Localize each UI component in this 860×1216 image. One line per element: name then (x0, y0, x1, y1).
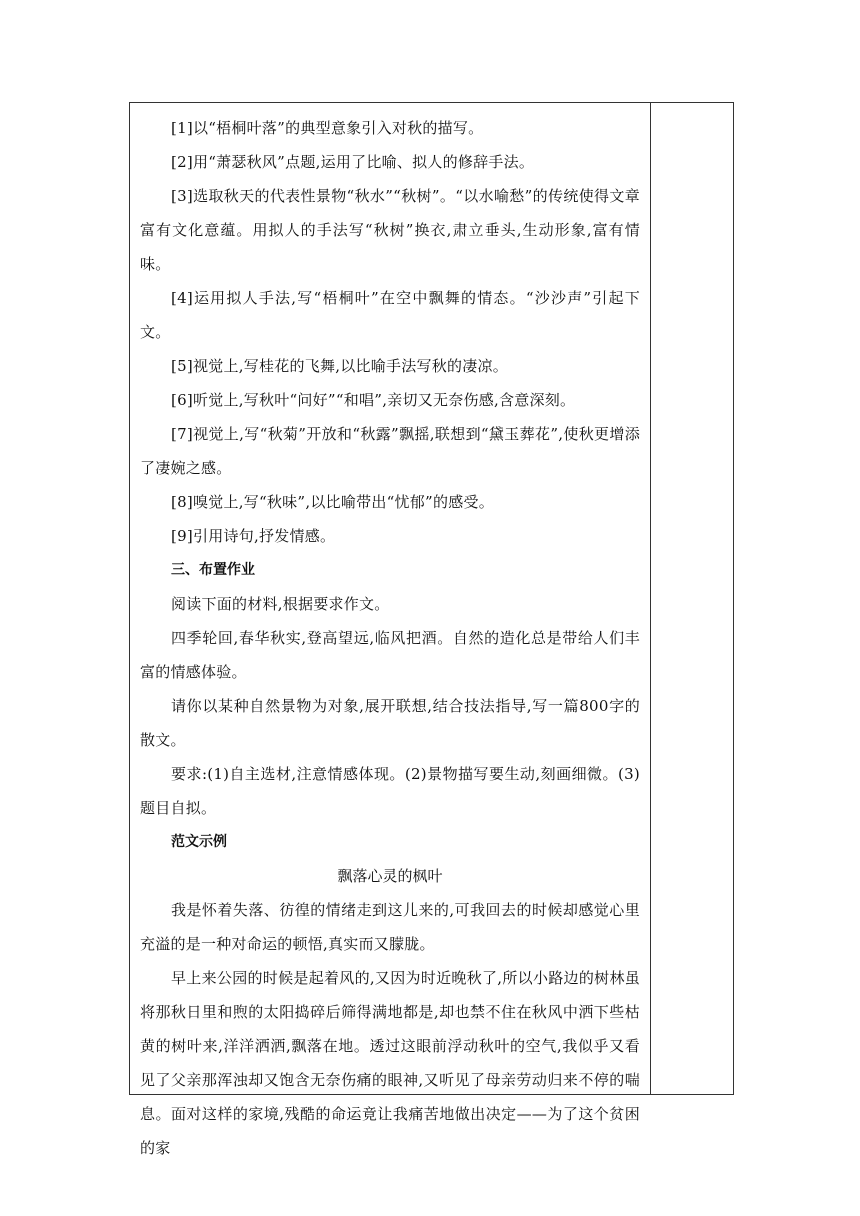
homework-requirements: 要求:(1)自主选材,注意情感体现。(2)景物描写要生动,刻画细微。(3)题目自拟。 (140, 765, 640, 817)
main-content-cell (140, 111, 640, 1165)
lesson-table (129, 102, 734, 1157)
essay-paragraph-1: 我是怀着失落、彷徨的情绪走到这儿来的,可我回去的时候却感觉心里充溢的是一种对命运的顿悟,真实而又朦胧。 (140, 901, 640, 953)
note-4: [4]运用拟人手法,写“梧桐叶”在空中飘舞的情态。“沙沙声”引起下文。 (140, 289, 640, 341)
note-5: [5]视觉上,写桂花的飞舞,以比喻手法写秋的凄凉。 (171, 357, 509, 375)
note-3: [3]选取秋天的代表性景物“秋水”“秋树”。“以水喻愁”的传统使得文章富有文化意蕴。用拟人的手法写“秋树”换衣,肃立垂头,生动形象,富有情味。 (140, 187, 640, 273)
note-1: [1]以“梧桐叶落”的典型意象引入对秋的描写。 (171, 119, 484, 137)
side-notes-cell (651, 103, 733, 1094)
homework-heading: 三、布置作业 (171, 562, 255, 578)
essay-paragraph-2: 早上来公园的时候是起着风的,又因为时近晚秋了,所以小路边的树林虽将那秋日里和煦的太阳捣碎后筛得满地都是,却也禁不住在秋风中洒下些枯黄的树叶来,洋洋洒洒,飘落在地。透过这眼前浮动秋叶的空气,我似乎又看见了父亲那浑浊却又饱含无奈伤痛的眼神,又听见了母亲劳动归来不停的喘息。面对这样的家境,残酷的命运竟让我痛苦地做出决定——为了这个贫困的家 (140, 969, 640, 1157)
example-heading: 范文示例 (171, 834, 227, 850)
note-8: [8]嗅觉上,写“秋味”,以比喻带出“忧郁”的感受。 (171, 493, 494, 511)
essay-title: 飘落心灵的枫叶 (337, 867, 443, 885)
homework-material: 四季轮回,春华秋实,登高望远,临风把酒。自然的造化总是带给人们丰富的情感体验。 (140, 629, 640, 681)
homework-intro: 阅读下面的材料,根据要求作文。 (171, 595, 390, 613)
note-2: [2]用“萧瑟秋风”点题,运用了比喻、拟人的修辞手法。 (171, 153, 535, 171)
note-7: [7]视觉上,写“秋菊”开放和“秋露”飘摇,联想到“黛玉葬花”,使秋更增添了凄婉之感。 (140, 425, 640, 477)
homework-task: 请你以某种自然景物为对象,展开联想,结合技法指导,写一篇800字的散文。 (140, 697, 640, 749)
note-6: [6]听觉上,写秋叶“问好”“和唱”,亲切又无奈伤感,含意深刻。 (171, 391, 576, 409)
note-9: [9]引用诗句,抒发情感。 (171, 527, 336, 545)
